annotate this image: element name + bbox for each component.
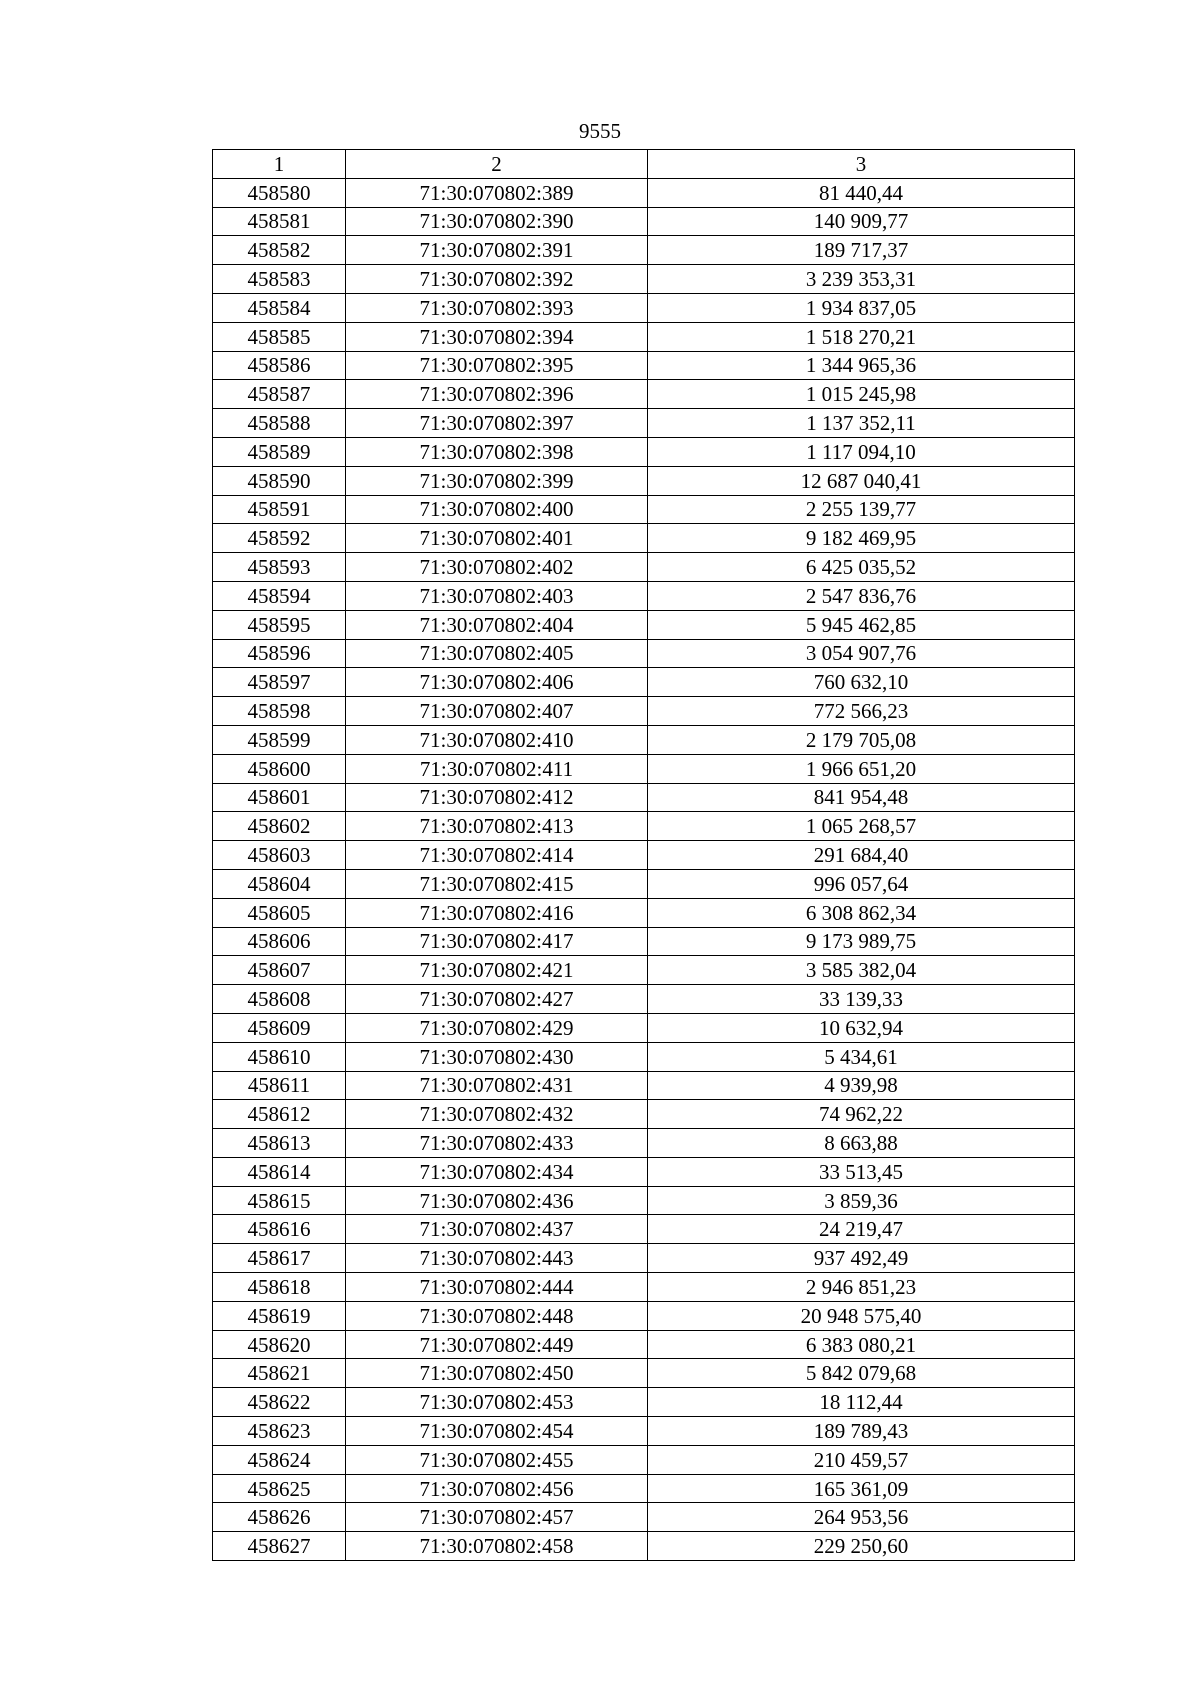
value-cell: 189 789,43 <box>648 1417 1075 1446</box>
row-number-cell: 458599 <box>213 725 346 754</box>
cadastral-number-cell: 71:30:070802:413 <box>346 812 648 841</box>
cadastral-number-cell: 71:30:070802:432 <box>346 1100 648 1129</box>
cadastral-number-cell: 71:30:070802:398 <box>346 437 648 466</box>
row-number-cell: 458600 <box>213 754 346 783</box>
cadastral-number-cell: 71:30:070802:395 <box>346 351 648 380</box>
value-cell: 165 361,09 <box>648 1474 1075 1503</box>
table-row <box>213 1388 1075 1417</box>
table-row <box>213 725 1075 754</box>
row-number-cell: 458622 <box>213 1388 346 1417</box>
row-number-cell: 458580 <box>213 178 346 207</box>
cadastral-number-cell: 71:30:070802:390 <box>346 207 648 236</box>
row-number-cell: 458611 <box>213 1071 346 1100</box>
cadastral-number-cell: 71:30:070802:458 <box>346 1532 648 1561</box>
row-number-cell: 458605 <box>213 898 346 927</box>
cadastral-number-cell: 71:30:070802:403 <box>346 581 648 610</box>
cadastral-number-cell: 71:30:070802:399 <box>346 466 648 495</box>
value-cell: 937 492,49 <box>648 1244 1075 1273</box>
value-cell: 1 518 270,21 <box>648 322 1075 351</box>
row-number-cell: 458616 <box>213 1215 346 1244</box>
cadastral-number-cell: 71:30:070802:415 <box>346 869 648 898</box>
row-number-cell: 458620 <box>213 1330 346 1359</box>
table-row <box>213 466 1075 495</box>
value-cell: 189 717,37 <box>648 236 1075 265</box>
value-cell: 1 966 651,20 <box>648 754 1075 783</box>
table-row <box>213 1013 1075 1042</box>
table-row <box>213 985 1075 1014</box>
row-number-cell: 458618 <box>213 1273 346 1302</box>
registry-table <box>212 149 1075 1561</box>
table-row <box>213 1215 1075 1244</box>
table-row <box>213 956 1075 985</box>
value-cell: 3 585 382,04 <box>648 956 1075 985</box>
table-row <box>213 639 1075 668</box>
row-number-cell: 458587 <box>213 380 346 409</box>
value-cell: 760 632,10 <box>648 668 1075 697</box>
table-row <box>213 178 1075 207</box>
value-cell: 6 308 862,34 <box>648 898 1075 927</box>
cadastral-number-cell: 71:30:070802:414 <box>346 841 648 870</box>
cadastral-number-cell: 71:30:070802:434 <box>346 1157 648 1186</box>
cadastral-number-cell: 71:30:070802:405 <box>346 639 648 668</box>
row-number-cell: 458601 <box>213 783 346 812</box>
table-row <box>213 783 1075 812</box>
cadastral-number-cell: 71:30:070802:417 <box>346 927 648 956</box>
row-number-cell: 458597 <box>213 668 346 697</box>
cadastral-number-cell: 71:30:070802:457 <box>346 1503 648 1532</box>
table-row <box>213 1244 1075 1273</box>
cadastral-number-cell: 71:30:070802:430 <box>346 1042 648 1071</box>
value-cell: 6 383 080,21 <box>648 1330 1075 1359</box>
table-row <box>213 1330 1075 1359</box>
table-row <box>213 610 1075 639</box>
row-number-cell: 458614 <box>213 1157 346 1186</box>
header-row <box>213 150 1075 179</box>
value-cell: 4 939,98 <box>648 1071 1075 1100</box>
value-cell: 1 065 268,57 <box>648 812 1075 841</box>
table-row <box>213 1474 1075 1503</box>
table-header <box>213 150 1075 179</box>
value-cell: 2 255 139,77 <box>648 495 1075 524</box>
cadastral-number-cell: 71:30:070802:397 <box>346 409 648 438</box>
table-row <box>213 697 1075 726</box>
row-number-cell: 458623 <box>213 1417 346 1446</box>
value-cell: 20 948 575,40 <box>648 1301 1075 1330</box>
value-cell: 772 566,23 <box>648 697 1075 726</box>
table-row <box>213 812 1075 841</box>
cadastral-number-cell: 71:30:070802:406 <box>346 668 648 697</box>
row-number-cell: 458586 <box>213 351 346 380</box>
value-cell: 33 513,45 <box>648 1157 1075 1186</box>
row-number-cell: 458626 <box>213 1503 346 1532</box>
value-cell: 996 057,64 <box>648 869 1075 898</box>
table-row <box>213 1445 1075 1474</box>
value-cell: 291 684,40 <box>648 841 1075 870</box>
table-row <box>213 1417 1075 1446</box>
table-row <box>213 898 1075 927</box>
value-cell: 1 934 837,05 <box>648 293 1075 322</box>
cadastral-number-cell: 71:30:070802:410 <box>346 725 648 754</box>
table-row <box>213 437 1075 466</box>
row-number-cell: 458584 <box>213 293 346 322</box>
table-row <box>213 1186 1075 1215</box>
table-row <box>213 1301 1075 1330</box>
cadastral-number-cell: 71:30:070802:407 <box>346 697 648 726</box>
column-header-3: 3 <box>648 150 1075 179</box>
row-number-cell: 458621 <box>213 1359 346 1388</box>
cadastral-number-cell: 71:30:070802:400 <box>346 495 648 524</box>
cadastral-number-cell: 71:30:070802:448 <box>346 1301 648 1330</box>
row-number-cell: 458610 <box>213 1042 346 1071</box>
row-number-cell: 458593 <box>213 553 346 582</box>
value-cell: 10 632,94 <box>648 1013 1075 1042</box>
table-row <box>213 380 1075 409</box>
cadastral-number-cell: 71:30:070802:392 <box>346 265 648 294</box>
value-cell: 229 250,60 <box>648 1532 1075 1561</box>
value-cell: 3 239 353,31 <box>648 265 1075 294</box>
cadastral-number-cell: 71:30:070802:401 <box>346 524 648 553</box>
cadastral-number-cell: 71:30:070802:433 <box>346 1129 648 1158</box>
row-number-cell: 458589 <box>213 437 346 466</box>
table-row <box>213 293 1075 322</box>
cadastral-number-cell: 71:30:070802:416 <box>346 898 648 927</box>
cadastral-number-cell: 71:30:070802:437 <box>346 1215 648 1244</box>
table-row <box>213 351 1075 380</box>
row-number-cell: 458595 <box>213 610 346 639</box>
table-row <box>213 1157 1075 1186</box>
value-cell: 18 112,44 <box>648 1388 1075 1417</box>
cadastral-number-cell: 71:30:070802:436 <box>346 1186 648 1215</box>
page-number: 9555 <box>579 119 621 143</box>
value-cell: 140 909,77 <box>648 207 1075 236</box>
value-cell: 33 139,33 <box>648 985 1075 1014</box>
cadastral-number-cell: 71:30:070802:443 <box>346 1244 648 1273</box>
table-row <box>213 1273 1075 1302</box>
cadastral-number-cell: 71:30:070802:429 <box>346 1013 648 1042</box>
row-number-cell: 458619 <box>213 1301 346 1330</box>
cadastral-number-cell: 71:30:070802:453 <box>346 1388 648 1417</box>
row-number-cell: 458583 <box>213 265 346 294</box>
cadastral-number-cell: 71:30:070802:449 <box>346 1330 648 1359</box>
value-cell: 24 219,47 <box>648 1215 1075 1244</box>
row-number-cell: 458613 <box>213 1129 346 1158</box>
value-cell: 2 946 851,23 <box>648 1273 1075 1302</box>
row-number-cell: 458596 <box>213 639 346 668</box>
table-row <box>213 236 1075 265</box>
row-number-cell: 458606 <box>213 927 346 956</box>
row-number-cell: 458612 <box>213 1100 346 1129</box>
cadastral-number-cell: 71:30:070802:411 <box>346 754 648 783</box>
table-row <box>213 869 1075 898</box>
cadastral-number-cell: 71:30:070802:450 <box>346 1359 648 1388</box>
column-header-1: 1 <box>213 150 346 179</box>
row-number-cell: 458608 <box>213 985 346 1014</box>
table-row <box>213 841 1075 870</box>
value-cell: 2 547 836,76 <box>648 581 1075 610</box>
cadastral-number-cell: 71:30:070802:421 <box>346 956 648 985</box>
table-row <box>213 409 1075 438</box>
cadastral-number-cell: 71:30:070802:427 <box>346 985 648 1014</box>
row-number-cell: 458624 <box>213 1445 346 1474</box>
value-cell: 264 953,56 <box>648 1503 1075 1532</box>
row-number-cell: 458585 <box>213 322 346 351</box>
value-cell: 1 137 352,11 <box>648 409 1075 438</box>
row-number-cell: 458627 <box>213 1532 346 1561</box>
row-number-cell: 458615 <box>213 1186 346 1215</box>
row-number-cell: 458582 <box>213 236 346 265</box>
row-number-cell: 458581 <box>213 207 346 236</box>
column-header-2: 2 <box>346 150 648 179</box>
value-cell: 5 434,61 <box>648 1042 1075 1071</box>
row-number-cell: 458603 <box>213 841 346 870</box>
table-row <box>213 1071 1075 1100</box>
table-row <box>213 1129 1075 1158</box>
value-cell: 8 663,88 <box>648 1129 1075 1158</box>
table-row <box>213 1100 1075 1129</box>
table-row <box>213 581 1075 610</box>
cadastral-number-cell: 71:30:070802:454 <box>346 1417 648 1446</box>
row-number-cell: 458594 <box>213 581 346 610</box>
value-cell: 9 182 469,95 <box>648 524 1075 553</box>
row-number-cell: 458625 <box>213 1474 346 1503</box>
value-cell: 9 173 989,75 <box>648 927 1075 956</box>
row-number-cell: 458591 <box>213 495 346 524</box>
row-number-cell: 458617 <box>213 1244 346 1273</box>
table-body <box>213 178 1075 1560</box>
value-cell: 81 440,44 <box>648 178 1075 207</box>
row-number-cell: 458604 <box>213 869 346 898</box>
row-number-cell: 458592 <box>213 524 346 553</box>
cadastral-number-cell: 71:30:070802:393 <box>346 293 648 322</box>
table-row <box>213 668 1075 697</box>
row-number-cell: 458602 <box>213 812 346 841</box>
value-cell: 6 425 035,52 <box>648 553 1075 582</box>
value-cell: 2 179 705,08 <box>648 725 1075 754</box>
table-row <box>213 322 1075 351</box>
table-row <box>213 207 1075 236</box>
cadastral-number-cell: 71:30:070802:404 <box>346 610 648 639</box>
table-row <box>213 553 1075 582</box>
table-row <box>213 754 1075 783</box>
cadastral-number-cell: 71:30:070802:431 <box>346 1071 648 1100</box>
value-cell: 1 344 965,36 <box>648 351 1075 380</box>
table-row <box>213 1532 1075 1561</box>
value-cell: 1 117 094,10 <box>648 437 1075 466</box>
table-row <box>213 524 1075 553</box>
cadastral-number-cell: 71:30:070802:455 <box>346 1445 648 1474</box>
cadastral-number-cell: 71:30:070802:402 <box>346 553 648 582</box>
cadastral-number-cell: 71:30:070802:412 <box>346 783 648 812</box>
cadastral-number-cell: 71:30:070802:389 <box>346 178 648 207</box>
table-row <box>213 927 1075 956</box>
value-cell: 3 054 907,76 <box>648 639 1075 668</box>
cadastral-number-cell: 71:30:070802:391 <box>346 236 648 265</box>
table-row <box>213 1359 1075 1388</box>
row-number-cell: 458590 <box>213 466 346 495</box>
cadastral-number-cell: 71:30:070802:444 <box>346 1273 648 1302</box>
value-cell: 3 859,36 <box>648 1186 1075 1215</box>
row-number-cell: 458607 <box>213 956 346 985</box>
value-cell: 1 015 245,98 <box>648 380 1075 409</box>
table-row <box>213 265 1075 294</box>
row-number-cell: 458588 <box>213 409 346 438</box>
cadastral-number-cell: 71:30:070802:394 <box>346 322 648 351</box>
value-cell: 12 687 040,41 <box>648 466 1075 495</box>
value-cell: 841 954,48 <box>648 783 1075 812</box>
cadastral-number-cell: 71:30:070802:456 <box>346 1474 648 1503</box>
value-cell: 74 962,22 <box>648 1100 1075 1129</box>
cadastral-number-cell: 71:30:070802:396 <box>346 380 648 409</box>
table-row <box>213 1503 1075 1532</box>
value-cell: 5 945 462,85 <box>648 610 1075 639</box>
row-number-cell: 458609 <box>213 1013 346 1042</box>
table-row <box>213 1042 1075 1071</box>
row-number-cell: 458598 <box>213 697 346 726</box>
table-row <box>213 495 1075 524</box>
value-cell: 5 842 079,68 <box>648 1359 1075 1388</box>
value-cell: 210 459,57 <box>648 1445 1075 1474</box>
